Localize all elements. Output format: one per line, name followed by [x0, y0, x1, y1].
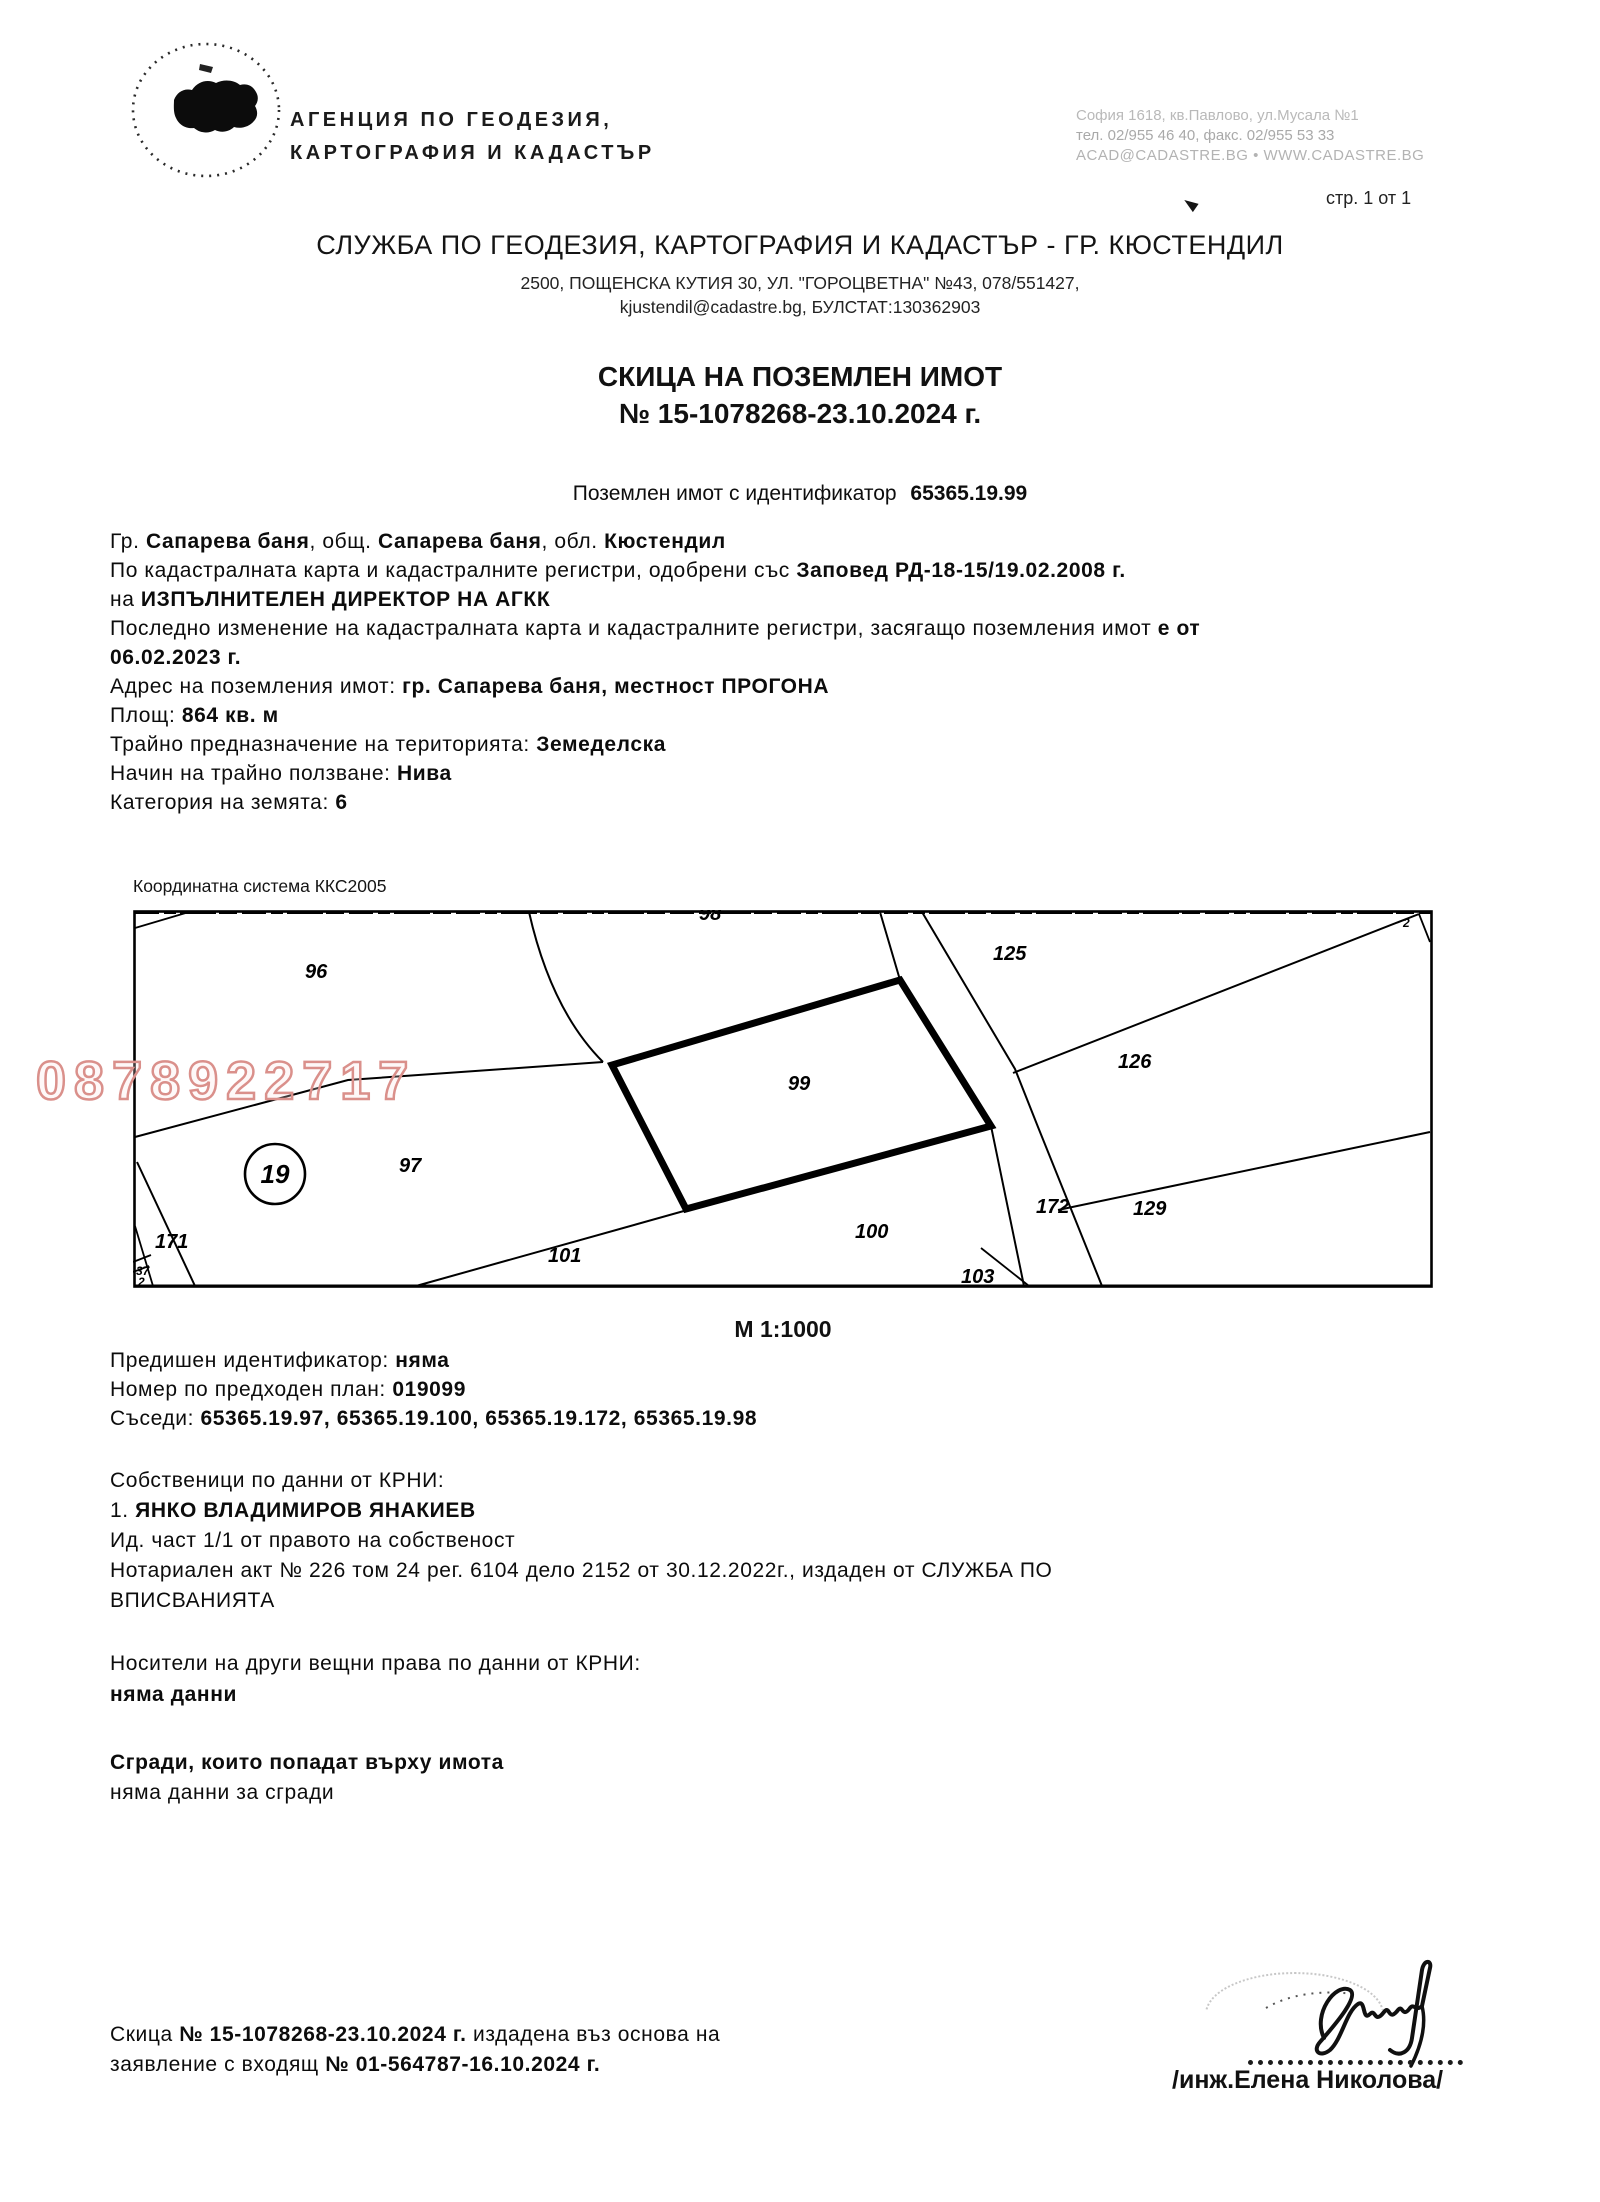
agency-name [290, 104, 655, 170]
text-line: Номер по предходен план: 019099 [110, 1378, 466, 1401]
agency-name-line1: АГЕНЦИЯ ПО ГЕОДЕЗИЯ, [290, 109, 613, 131]
text-line: Съседи: 65365.19.97, 65365.19.100, 65365.19.172, 65365.19.98 [110, 1407, 758, 1430]
text-line: Ид. част 1/1 от правото на собственост [110, 1529, 516, 1552]
other-rights-block [110, 1648, 641, 1710]
office-email-bulstat: kjustendil@cadastre.bg, БУЛСТАТ:130362903 [619, 297, 981, 317]
boundary-corner-notch [1419, 914, 1430, 942]
text-line: ВПИСВАНИЯТА [110, 1589, 275, 1612]
text-line: Последно изменение на кадастралната карта и кадастралните регистри, засягащо поземления имот е от [110, 617, 1201, 640]
parcel-label: 129 [1133, 1198, 1167, 1220]
text-line: няма данни за сгради [110, 1781, 335, 1804]
parcel-label: 125 [993, 943, 1027, 965]
property-identifier-line [0, 482, 1600, 506]
parcel-label: 171 [155, 1231, 189, 1253]
office-address: 2500, ПОЩЕНСКА КУТИЯ 30, УЛ. "ГОРОЦВЕТНА" №43, 078/551427, [520, 273, 1080, 293]
text-line: няма данни [110, 1683, 237, 1706]
boundary-125-126 [1013, 914, 1419, 1073]
map-sheet-number: 19 [260, 1159, 290, 1189]
logo-flag-mark [199, 64, 213, 73]
agency-logo [118, 36, 298, 186]
signer-name: /инж.Елена Николова/ [1172, 2066, 1444, 2094]
parcel-label: 103 [961, 1266, 995, 1288]
text-line: По кадастралната карта и кадастралните регистри, одобрени със Заповед РД-18-15/19.02.2008 г. [110, 559, 1126, 582]
bulgaria-map-silhouette [174, 81, 258, 133]
page-indicator: стр. 1 от 1 [1326, 188, 1412, 208]
text-line: Трайно предназначение на територията: Земеделска [110, 733, 666, 756]
road-left-line [880, 912, 1024, 1286]
agency-address: София 1618, кв.Павлово, ул.Мусала №1 [1076, 107, 1359, 124]
sketch-number: № 15-1078268-23.10.2024 г. [618, 398, 982, 429]
parcel-label: 99 [788, 1073, 811, 1095]
text-line: Начин на трайно ползване: Нива [110, 762, 452, 785]
identifier-prefix: Поземлен имот с идентификатор [572, 482, 897, 505]
parcel-label: 37 [136, 1264, 150, 1278]
coordinate-system-label: Координатна система ККС2005 [133, 876, 387, 896]
text-line: Носители на други вещни права по данни от КРНИ: [110, 1652, 641, 1675]
text-line: 1. ЯНКО ВЛАДИМИРОВ ЯНАКИЕВ [110, 1499, 476, 1522]
parcel-label: 96 [305, 961, 328, 983]
text-line: Нотариален акт № 226 том 24 рег. 6104 дело 2152 от 30.12.2022г., издаден от СЛУЖБА ПО [110, 1559, 1053, 1582]
text-line: на ИЗПЪЛНИТЕЛЕН ДИРЕКТОР НА АГКК [110, 588, 551, 611]
parcel-label: 2 [1403, 916, 1410, 930]
scan-artifact-arrow [1181, 196, 1198, 212]
text-line: Собственици по данни от КРНИ: [110, 1469, 445, 1492]
parcel-label: 2 [138, 1275, 145, 1288]
text-line: Площ: 864 кв. м [110, 704, 279, 727]
text-line: Сгради, които попадат върху имота [110, 1751, 504, 1774]
parcel-label: 126 [1118, 1051, 1152, 1073]
buildings-block [110, 1748, 504, 1808]
boundary-96-98 [529, 912, 603, 1062]
boundary-corner-cut [135, 912, 189, 928]
text-line: Скица № 15-1078268-23.10.2024 г. издадена въз основа на [110, 2023, 721, 2046]
map-scale: М 1:1000 [734, 1316, 832, 1342]
sketch-title: СКИЦА НА ПОЗЕМЛЕН ИМОТ [597, 361, 1003, 392]
agency-contact-block [1076, 106, 1424, 166]
agency-phone-fax: тел. 02/955 46 40, факс. 02/955 53 33 [1076, 127, 1335, 144]
text-line: Категория на земята: 6 [110, 791, 348, 814]
parcel-label: 98 [699, 910, 722, 925]
phone-watermark: 0878922717 [36, 1051, 417, 1111]
previous-plan-block [110, 1346, 757, 1433]
parcel-label: 100 [855, 1221, 889, 1243]
property-details [110, 527, 1200, 817]
text-line: Предишен идентификатор: няма [110, 1349, 450, 1372]
text-line: заявление с входящ № 01-564787-16.10.2024 г. [110, 2053, 601, 2076]
owners-block [110, 1466, 1052, 1616]
issue-statement [110, 2020, 720, 2080]
text-line: 06.02.2023 г. [110, 646, 242, 669]
signature-dotted-line [1248, 2052, 1463, 2065]
parcel-label: 97 [399, 1155, 422, 1177]
agency-name-line2: КАРТОГРАФИЯ И КАДАСТЪР [290, 142, 655, 164]
text-line: Адрес на поземления имот: гр. Сапарева баня, местност ПРОГОНА [110, 675, 830, 698]
office-title: СЛУЖБА ПО ГЕОДЕЗИЯ, КАРТОГРАФИЯ И КАДАСТЪР - ГР. КЮСТЕНДИЛ [316, 230, 1284, 260]
parcel-label: 101 [548, 1245, 582, 1267]
identifier-value: 65365.19.99 [910, 482, 1028, 505]
agency-web-email: ACAD@CADASTRE.BG • WWW.CADASTRE.BG [1076, 147, 1425, 164]
text-line: Гр. Сапарева баня, общ. Сапарева баня, обл. Кюстендил [110, 530, 726, 553]
boundary-126-129 [1058, 1132, 1430, 1210]
parcel-label: 172 [1036, 1196, 1070, 1218]
